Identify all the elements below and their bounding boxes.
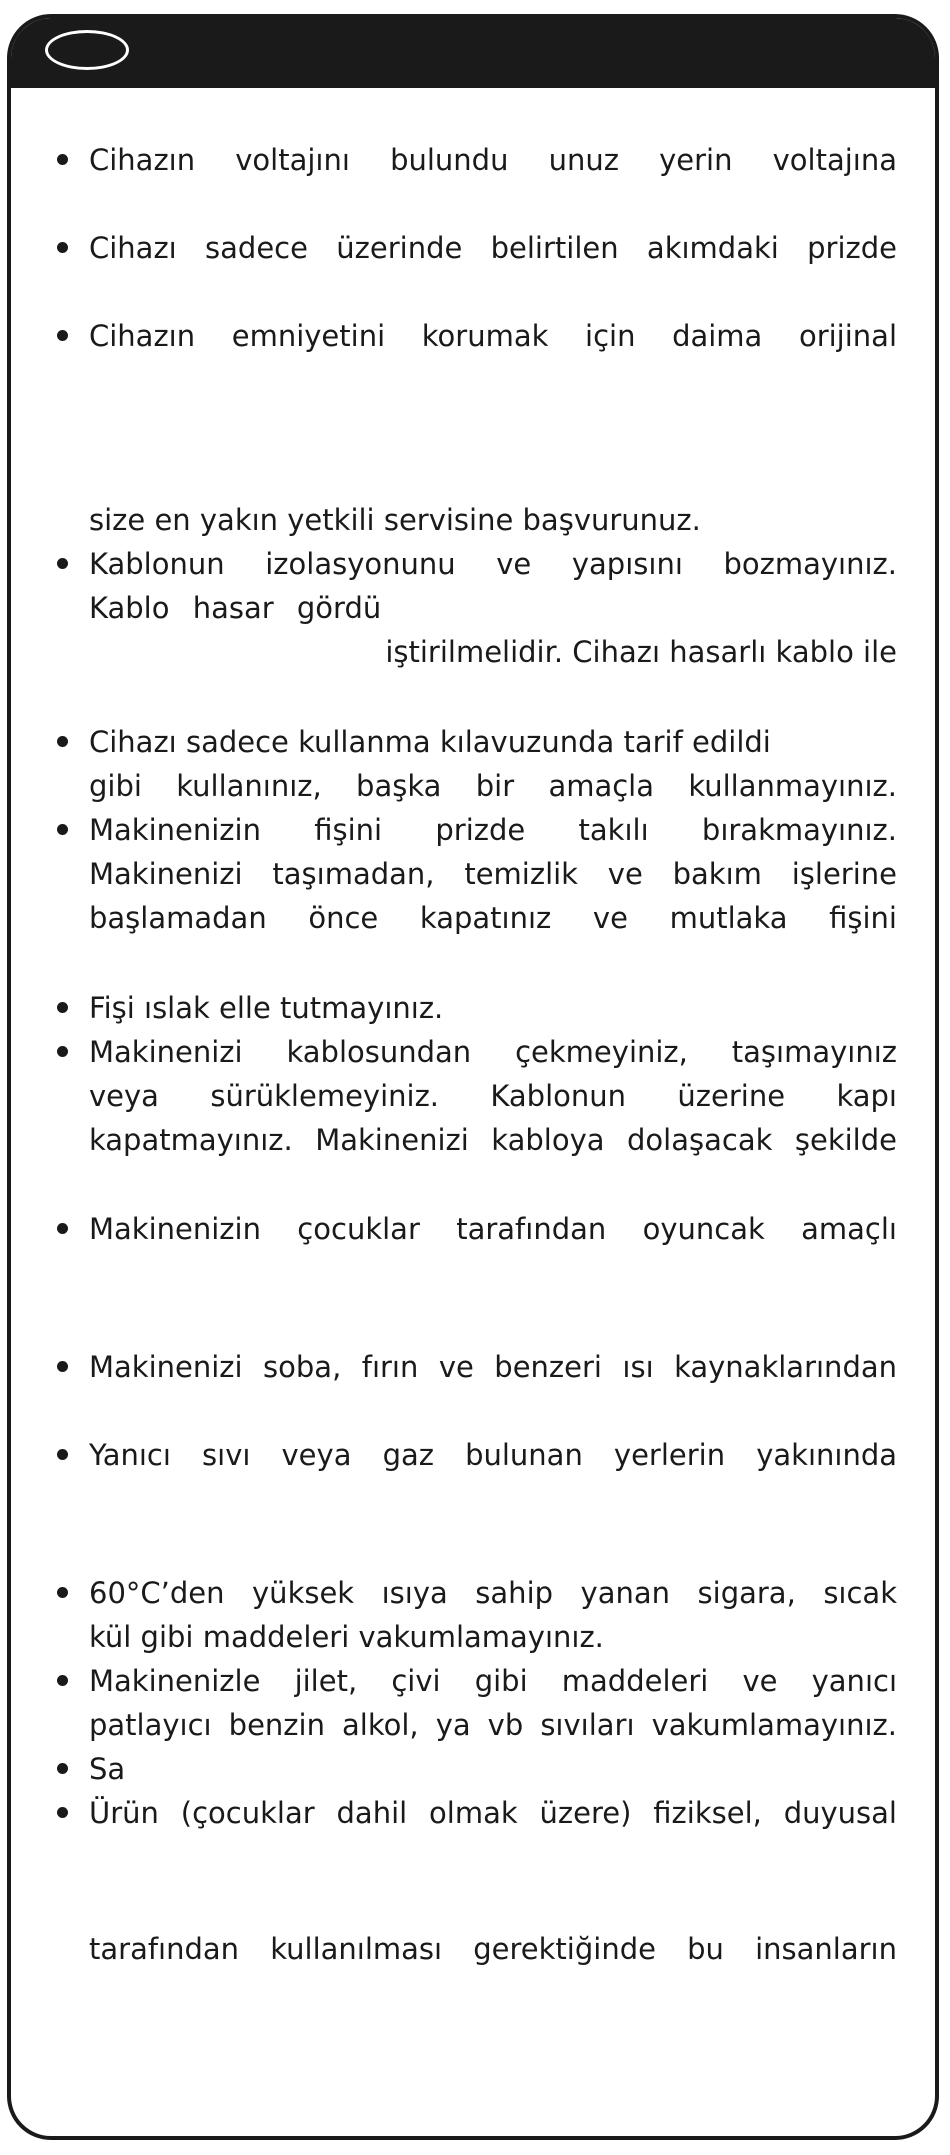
bullet-icon bbox=[57, 1807, 68, 1818]
bullet-icon bbox=[57, 824, 68, 835]
bullet-icon bbox=[57, 330, 68, 341]
list-item-line: Sa bbox=[89, 1752, 126, 1786]
list-item-line: Cihazın voltajını bulundu unuz yerin voltajına bbox=[89, 143, 897, 177]
list-item-line: veya sürüklemeyiniz. Kablonun üzerine kapı bbox=[89, 1079, 897, 1113]
bullet-icon bbox=[57, 154, 68, 165]
bullet-icon bbox=[57, 1046, 68, 1057]
bullet-icon bbox=[57, 1587, 68, 1598]
list-item-line: iştirilmelidir. Cihazı hasarlı kablo ile bbox=[385, 635, 897, 669]
list-item-line: kül gibi maddeleri vakumlamayınız. bbox=[89, 1620, 604, 1654]
list-item-line: Yanıcı sıvı veya gaz bulunan yerlerin yakınında bbox=[89, 1438, 897, 1472]
list-item-line: Cihazı sadece kullanma kılavuzunda tarif edildi bbox=[89, 725, 771, 759]
bullet-icon bbox=[57, 1361, 68, 1372]
list-item-line: Cihazın emniyetini korumak için daima orijinal bbox=[89, 319, 897, 353]
bullet-icon bbox=[57, 1763, 68, 1774]
list-item-line: Kablo hasar gördü bbox=[89, 591, 382, 625]
list-item-line: Fişi ıslak elle tutmayınız. bbox=[89, 991, 444, 1025]
list-item-line: başlamadan önce kapatınız ve mutlaka fişini bbox=[89, 901, 897, 935]
list-item-line: Kablonun izolasyonunu ve yapısını bozmayınız. bbox=[89, 547, 897, 581]
bullet-icon bbox=[57, 242, 68, 253]
bullet-icon bbox=[57, 1449, 68, 1460]
list-item-line: tarafından kullanılması gerektiğinde bu insanların bbox=[89, 1932, 897, 1966]
list-item-line: Cihazı sadece üzerinde belirtilen akımdaki prizde bbox=[89, 231, 897, 265]
list-item-line: Makinenizin çocuklar tarafından oyuncak amaçlı bbox=[89, 1212, 897, 1246]
bullet-icon bbox=[57, 1002, 68, 1013]
list-item-line: Ürün (çocuklar dahil olmak üzere) fiziksel, duyusal bbox=[89, 1796, 897, 1830]
bullet-icon bbox=[57, 1675, 68, 1686]
list-item-line: Makinenizle jilet, çivi gibi maddeleri ve yanıcı bbox=[89, 1664, 897, 1698]
list-item-line: 60°C’den yüksek ısıya sahip yanan sigara, sıcak bbox=[89, 1576, 897, 1610]
bullet-icon bbox=[57, 558, 68, 569]
list-item-line: Makinenizin fişini prizde takılı bırakmayınız. bbox=[89, 813, 897, 847]
list-item-line: Makinenizi taşımadan, temizlik ve bakım işlerine bbox=[89, 857, 897, 891]
list-item-line: gibi kullanınız, başka bir amaçla kullanmayınız. bbox=[89, 769, 897, 803]
header-bar bbox=[11, 18, 935, 88]
list-item-line: Makinenizi soba, fırın ve benzeri ısı kaynaklarından bbox=[89, 1350, 897, 1384]
list-item-line: kapatmayınız. Makinenizi kabloya dolaşacak şekilde bbox=[89, 1123, 897, 1157]
list-item-line: size en yakın yetkili servisine başvurunuz. bbox=[89, 503, 701, 537]
list-item-line: Makinenizi kablosundan çekmeyiniz, taşımayınız bbox=[89, 1035, 897, 1069]
bullet-icon bbox=[57, 1223, 68, 1234]
bullet-icon bbox=[57, 736, 68, 747]
warning-card bbox=[7, 14, 939, 2140]
list-item-line: patlayıcı benzin alkol, ya vb sıvıları vakumlamayınız. bbox=[89, 1708, 897, 1742]
page-number-oval bbox=[45, 30, 129, 70]
